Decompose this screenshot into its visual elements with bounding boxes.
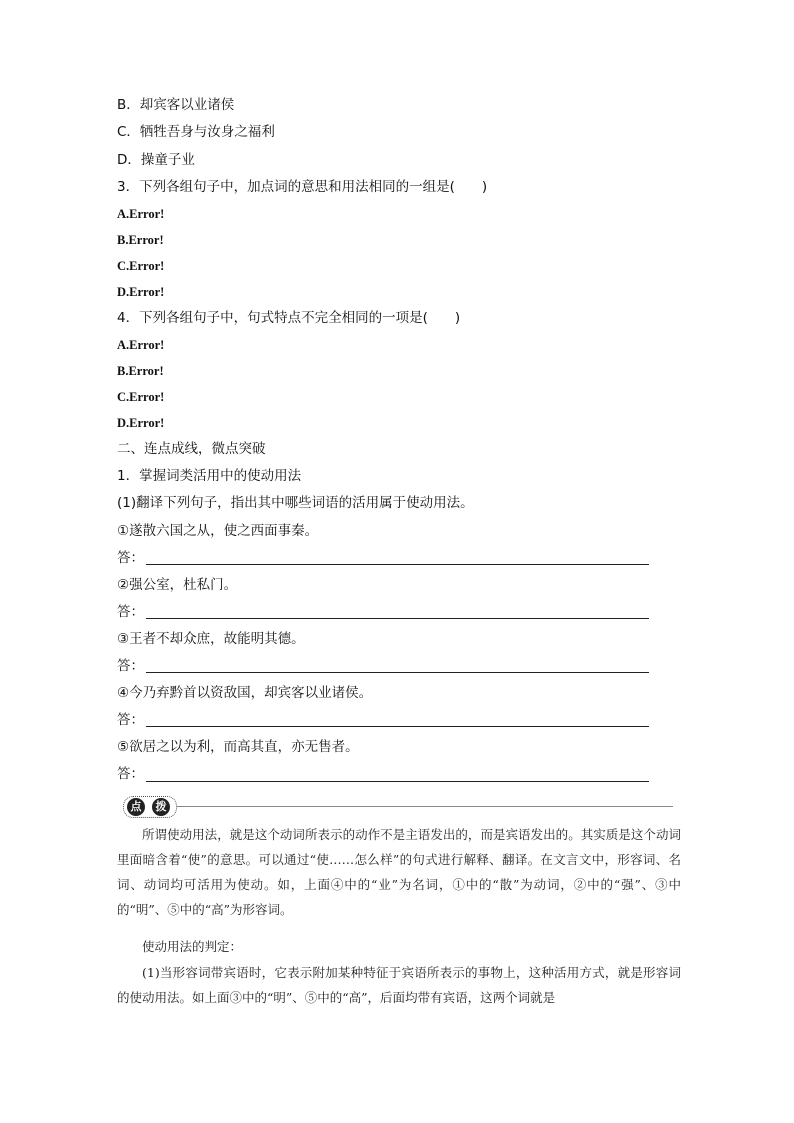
option-d: D．操童子业 [117,152,195,168]
q3-option-b: B.Error! [117,233,164,247]
section-2-instruction: (1)翻译下列句子，指出其中哪些词语的活用属于使动用法。 [117,495,474,511]
tip-char-2: 拨 [152,798,170,816]
tip-char-1: 点 [127,798,145,816]
sentence-1: ①遂散六国之从，使之西面事秦。 [117,523,319,539]
q4-option-d: D.Error! [117,416,165,430]
tip-paragraph-2: 使动用法的判定： [142,939,243,954]
answer-label: 答： [117,766,144,782]
answer-field-1[interactable] [146,564,649,565]
tip-paragraph-1: 所谓使动用法，就是这个动词所表示的动作不是主语发出的，而是宾语发出的。其实质是这个动词里面暗含着“使”的意思。可以通过“使……怎么样”的句式进行解释、翻译。在文言文中，形容词、名词、动词均可活用为使动。如，上面④中的“业”为名词，①中的“散”为动词，②中的“强”、③中的“明”、⑤中的“高”为形容词。 [117,827,681,917]
tip-badge [123,796,177,818]
q4-option-c: C.Error! [117,390,165,404]
sentence-4: ④今乃弃黔首以资敌国，却宾客以业诸侯。 [117,685,373,701]
answer-label: 答： [117,550,144,566]
answer-label: 答： [117,712,144,728]
tip-header [117,796,673,818]
answer-field-5[interactable] [146,781,649,782]
sentence-5: ⑤欲居之以为利，而高其直，亦无售者。 [117,739,359,755]
q3-option-d: D.Error! [117,285,165,299]
option-b: B．却宾客以业诸侯 [117,97,235,113]
q3-option-a: A.Error! [117,207,165,221]
section-2-item-1: 1．掌握词类活用中的使动用法 [117,468,302,484]
tip-paragraph-3: (1)当形容词带宾语时，它表示附加某种特征于宾语所表示的事物上，这种活用方式，就是形容词的使动用法。如上面③中的“明”、⑤中的“高”，后面均带有宾语，这两个词就是 [117,965,681,1005]
question-4: 4．下列各组句子中，句式特点不完全相同的一项是( ) [117,310,461,326]
sentence-3: ③王者不却众庶，故能明其德。 [117,631,305,647]
answer-field-4[interactable] [146,726,649,727]
section-2-heading: 二、连点成线，微点突破 [117,441,266,457]
q3-option-c: C.Error! [117,259,165,273]
tip-divider [177,806,673,807]
answer-field-3[interactable] [146,672,649,673]
option-c: C．牺牲吾身与汝身之福利 [117,124,275,140]
answer-label: 答： [117,658,144,674]
answer-label: 答： [117,604,144,620]
answer-field-2[interactable] [146,618,649,619]
q4-option-b: B.Error! [117,364,164,378]
question-3: 3．下列各组句子中，加点词的意思和用法相同的一组是( ) [117,179,488,195]
q4-option-a: A.Error! [117,338,165,352]
sentence-2: ②强公室，杜私门。 [117,577,238,593]
